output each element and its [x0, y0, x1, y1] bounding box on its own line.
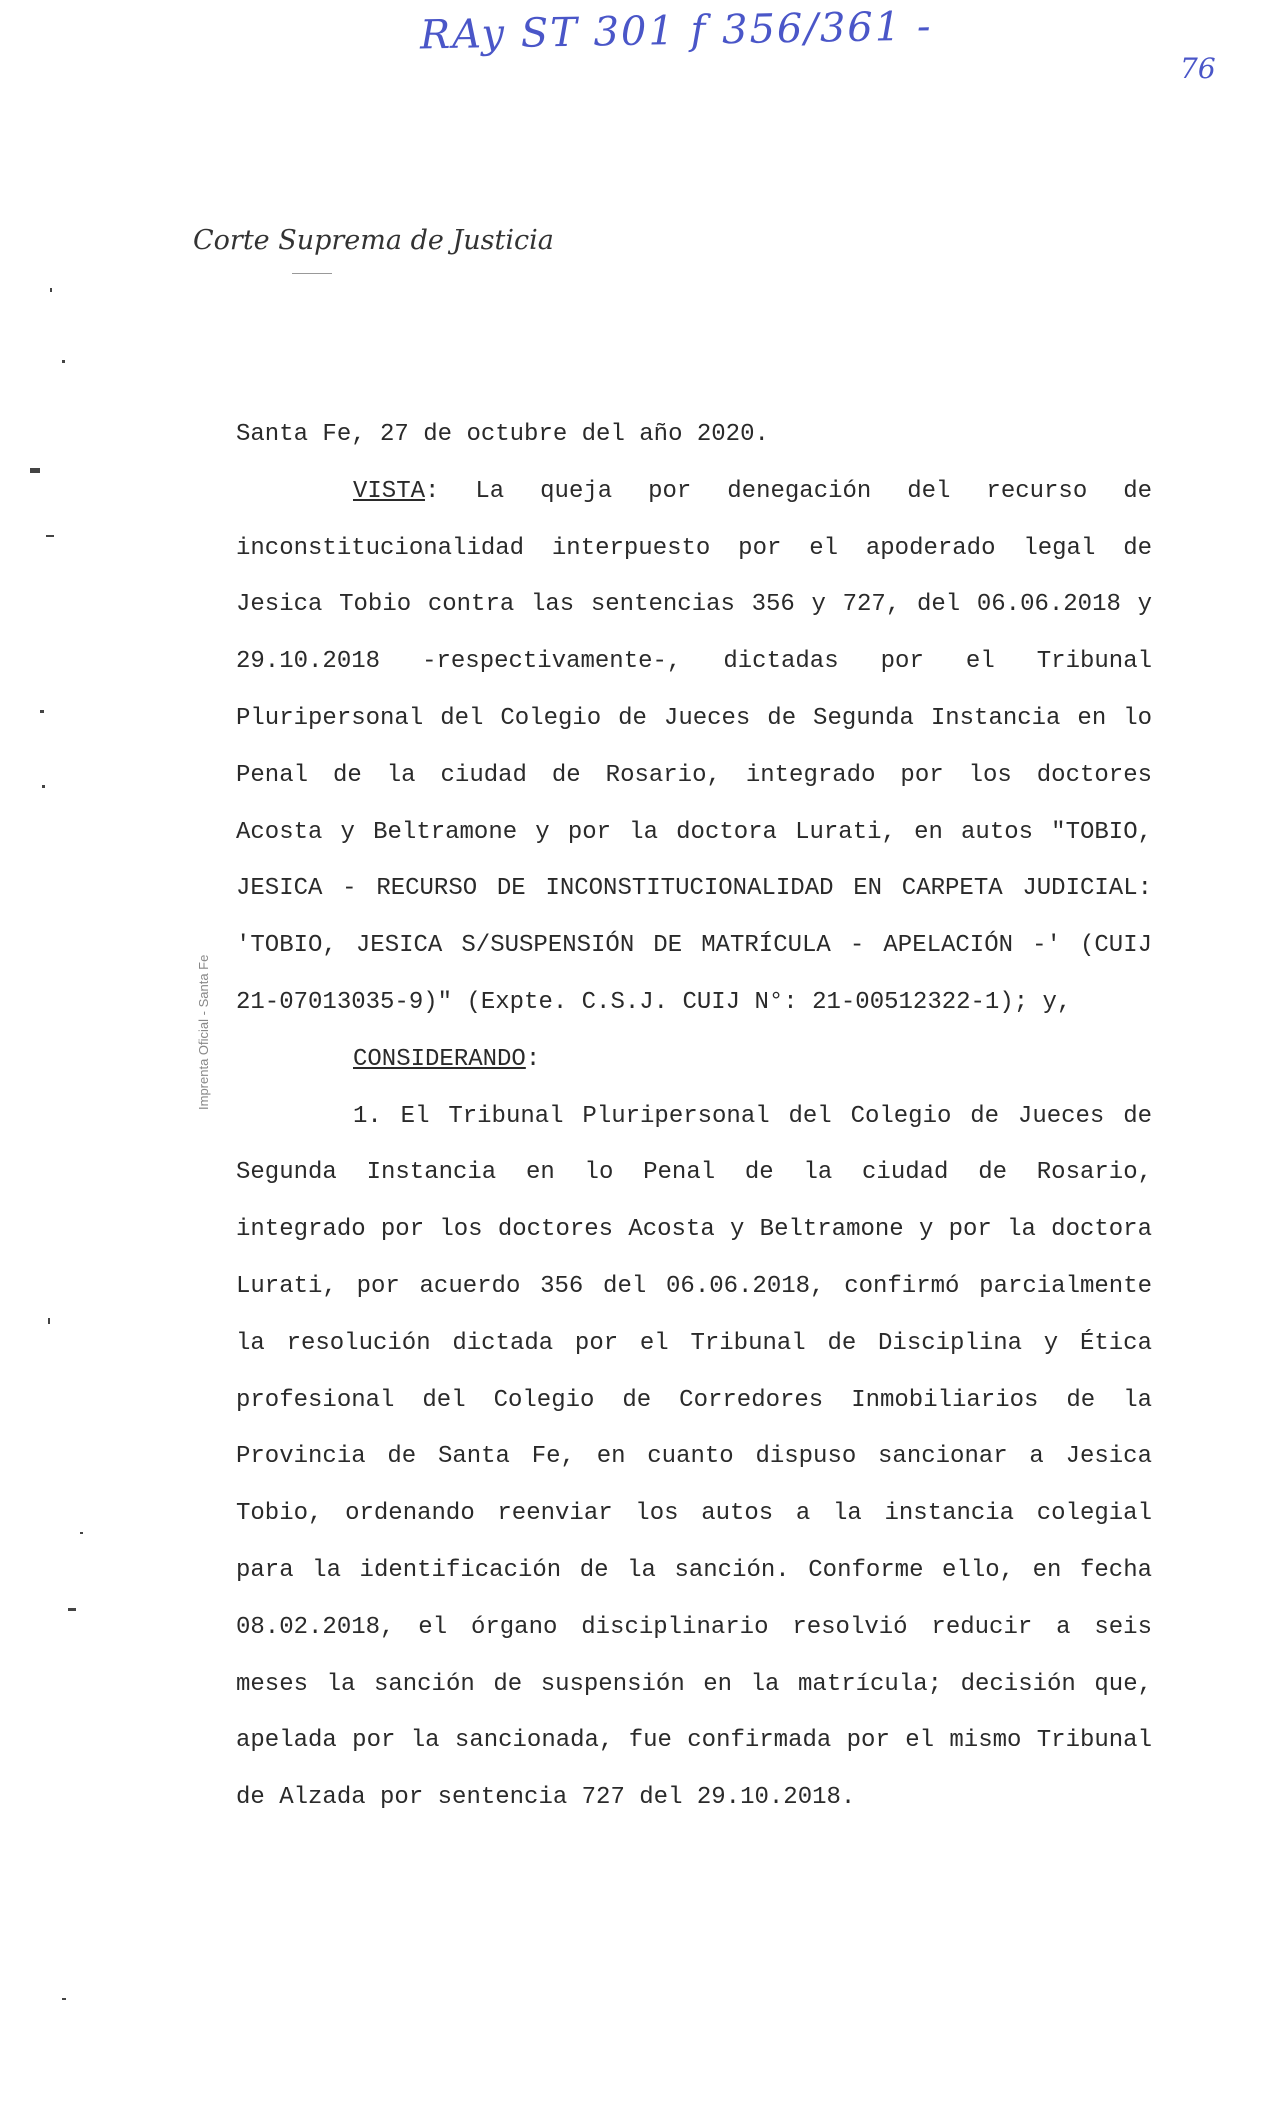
- vista-text: : La queja por denegación del recurso de inconstitucionalidad interpuesto por el apoderado legal de Jesica Tobio contra las sentencias 356 y 727, del 06.06.2018 y 29.10.2018 -respectivamente-, dictadas por el Tribunal Pluripersonal del Colegio de Jueces de Segunda Instancia en lo Penal de la ciudad de Rosario, integrado por los doctores Acosta y Beltramone y por la doctora Lurati, en autos "TOBIO, JESICA - RECURSO DE INCONSTITUCIONALIDAD EN CARPETA JUDICIAL: 'TOBIO, JESICA S/SUSPENSIÓN DE MATRÍCULA - APELACIÓN -' (CUIJ 21-07013035-9)" (Expte. C.S.J. CUIJ N°: 21-00512322-1); y,: [236, 477, 1152, 1016]
- considerando-heading-line: [236, 1032, 1152, 1089]
- margin-speck: [46, 535, 54, 537]
- margin-speck: [30, 468, 40, 473]
- margin-speck: [42, 785, 45, 788]
- header-rule: [292, 273, 332, 274]
- handwritten-page-number: 76: [1180, 52, 1216, 85]
- document-body: [236, 407, 1152, 1827]
- side-print-imprint: Imprenta Oficial - Santa Fe: [196, 954, 211, 1110]
- margin-speck: [68, 1608, 76, 1611]
- margin-speck: [40, 710, 44, 713]
- margin-speck: [62, 360, 65, 363]
- date-line: Santa Fe, 27 de octubre del año 2020.: [236, 421, 769, 448]
- margin-speck: [48, 1318, 50, 1324]
- considerando-colon: :: [525, 1045, 541, 1073]
- handwritten-reference: RAy ST 301 f 356/361 -: [419, 3, 933, 59]
- considerando-heading: CONSIDERANDO: [353, 1045, 526, 1073]
- vista-paragraph: [236, 464, 1152, 1032]
- margin-speck: [80, 1532, 83, 1534]
- court-header: Corte Suprema de Justicia: [193, 225, 554, 256]
- vista-heading: VISTA: [353, 477, 426, 505]
- margin-speck: [50, 288, 52, 292]
- paragraph-1: 1. El Tribunal Pluripersonal del Colegio de Jueces de Segunda Instancia en lo Penal de la ciudad de Rosario, integrado por los doctores Acosta y Beltramone y por la doctora Lurati, por acuerdo 356 del 06.06.2018, confirmó parcialmente la resolución dictada por el Tribunal de Disciplina y Ética profesional del Colegio de Corredores Inmobiliarios de la Provincia de Santa Fe, en cuanto dispuso sancionar a Jesica Tobio, ordenando reenviar los autos a la instancia colegial para la identificación de la sanción. Conforme ello, en fecha 08.02.2018, el órgano disciplinario resolvió reducir a seis meses la sanción de suspensión en la matrícula; decisión que, apelada por la sancionada, fue confirmada por el mismo Tribunal de Alzada por sentencia 727 del 29.10.2018.: [236, 1102, 1152, 1812]
- margin-speck: [62, 1998, 66, 2000]
